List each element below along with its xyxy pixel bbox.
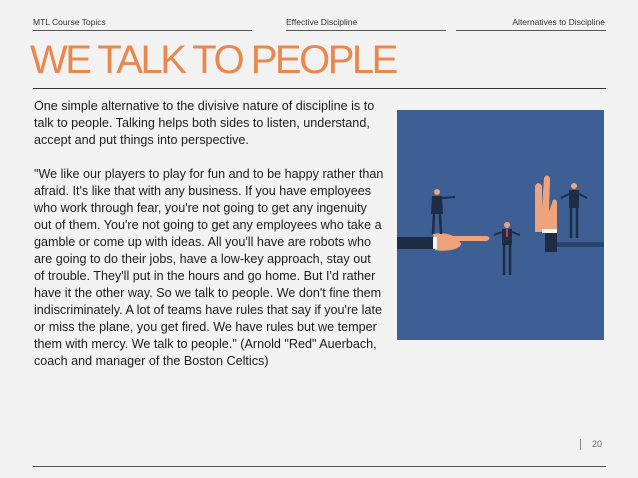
quote-paragraph: "We like our players to play for fun and to be happy rather than afraid. It's like that with any business. If you have employees who work through fear, you're not going to get any ingenuity out of them. You're not going to get any employees who take a gamble or come up with ideas. All you'll have are robots who are going to do their jobs, have a low-key approach, stay out of trouble. They'll put in the hours and go home. But I'd rather have it the other way. So we talk to people. We don't fine them indiscriminately. A lot of teams have rules that say if you're late or miss the plane, you get fired. We have rules but we temper them with mercy. We talk to people." (Arnold "Red" Auerbach, coach and manager of the Boston Celtics) bbox=[34, 167, 384, 368]
footer-divider bbox=[33, 466, 606, 467]
body-text bbox=[34, 98, 384, 387]
header-section: Effective Discipline bbox=[286, 17, 358, 27]
header-course-topics: MTL Course Topics bbox=[33, 17, 106, 27]
title-divider bbox=[33, 88, 606, 89]
pointing-hand-and-stop-hand-businesspeople-illustration bbox=[397, 110, 604, 340]
header-divider-right bbox=[456, 30, 606, 31]
page-number-separator bbox=[580, 439, 581, 450]
slide-title: WE TALK TO PEOPLE bbox=[30, 38, 396, 82]
intro-paragraph: One simple alternative to the divisive nature of discipline is to talk to people. Talking helps both sides to listen, understand, accept and put things into perspective. bbox=[34, 99, 375, 147]
header-divider-left bbox=[33, 30, 252, 31]
header-divider-middle bbox=[286, 30, 446, 31]
header-topic: Alternatives to Discipline bbox=[512, 17, 605, 27]
page-number: 20 bbox=[592, 439, 603, 449]
illustration-graphic bbox=[397, 110, 604, 340]
